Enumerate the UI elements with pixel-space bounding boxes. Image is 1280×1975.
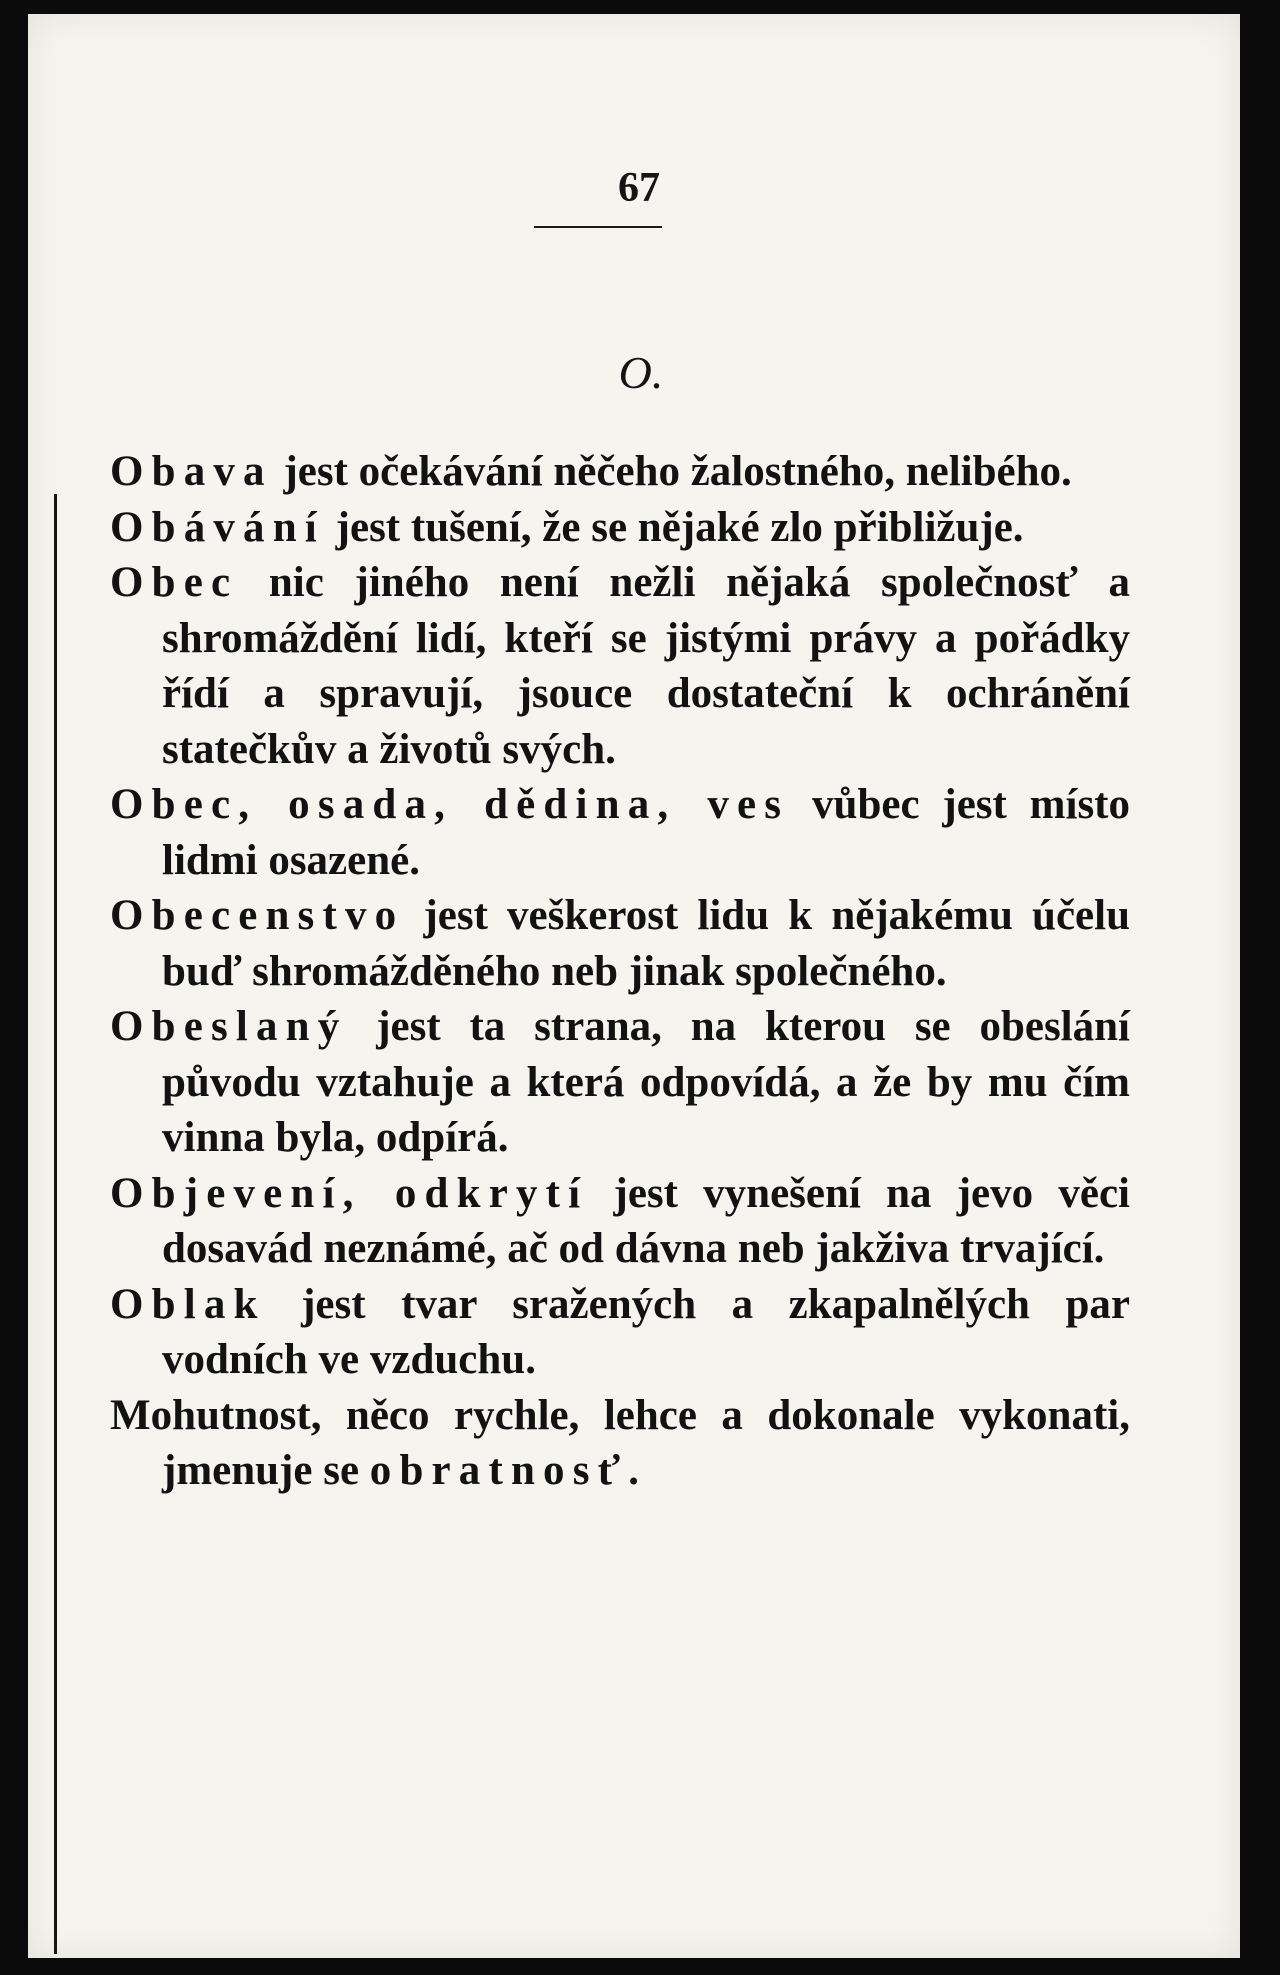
entry-obecenstvo — [110, 888, 1130, 999]
book-page — [28, 14, 1240, 1958]
entry-term: Obec, osada, dědina, ves — [110, 781, 790, 828]
entry-obava — [110, 444, 1130, 500]
entry-obratnost — [110, 1388, 1130, 1499]
entry-term: Obec — [110, 559, 239, 606]
entry-obec-osada-dedina-ves — [110, 777, 1130, 888]
entry-obeslany — [110, 999, 1130, 1166]
entry-term: Obávání — [110, 503, 325, 551]
dictionary-entries — [110, 444, 1130, 1499]
entry-oblak — [110, 1277, 1130, 1388]
entry-term: Obecenstvo — [110, 892, 405, 939]
entry-text: jest veškerost lidu k nějakému účelu buď shromážděného neb jinak společného. — [162, 892, 1130, 995]
entry-obavani — [110, 500, 1130, 556]
entry-text: vůbec jest místo lidmi osazené. — [162, 781, 1131, 884]
entry-term: obratnosť — [369, 1447, 629, 1494]
header-rule — [534, 226, 662, 228]
entry-term: Obava — [110, 448, 273, 495]
entry-objeveni-odkryti — [110, 1166, 1130, 1277]
section-letter: O. — [618, 347, 664, 398]
entry-tail: . — [628, 1447, 639, 1494]
entry-term: Objevení, odkrytí — [110, 1169, 589, 1217]
entry-term: Obeslaný — [110, 1003, 348, 1050]
page-number: 67 — [618, 165, 660, 211]
entry-obec — [110, 555, 1130, 777]
entry-text: jest tušení, že se nějaké zlo přibližuje. — [324, 503, 1024, 551]
entry-text: nic jiného není nežli nějaká společnosť a shromáždění lidí, kteří se jistými právy a pořádky řídí a spravují, jsouce dostateční k ochránění statečkův a životů svých. — [162, 559, 1130, 773]
entry-text: jest tvar sražených a zkapalnělých par vodních ve vzduchu. — [162, 1280, 1130, 1383]
entry-lead: Mohutnost, něco rychle, lehce a dokonale vykonati, jmenuje se — [110, 1391, 1130, 1494]
entry-text: jest ta strana, na kterou se obeslání původu vztahuje a která odpovídá, a že by mu čím vinna byla, odpírá. — [162, 1003, 1130, 1161]
page-edge-line — [54, 494, 57, 1954]
entry-text: jest očekávání něčeho žalostného, nelibého. — [272, 448, 1072, 495]
entry-text: jest vynešení na jevo věci dosavád neznámé, ač od dávna neb jakživa trvající. — [162, 1169, 1130, 1272]
entry-term: Oblak — [110, 1280, 266, 1328]
